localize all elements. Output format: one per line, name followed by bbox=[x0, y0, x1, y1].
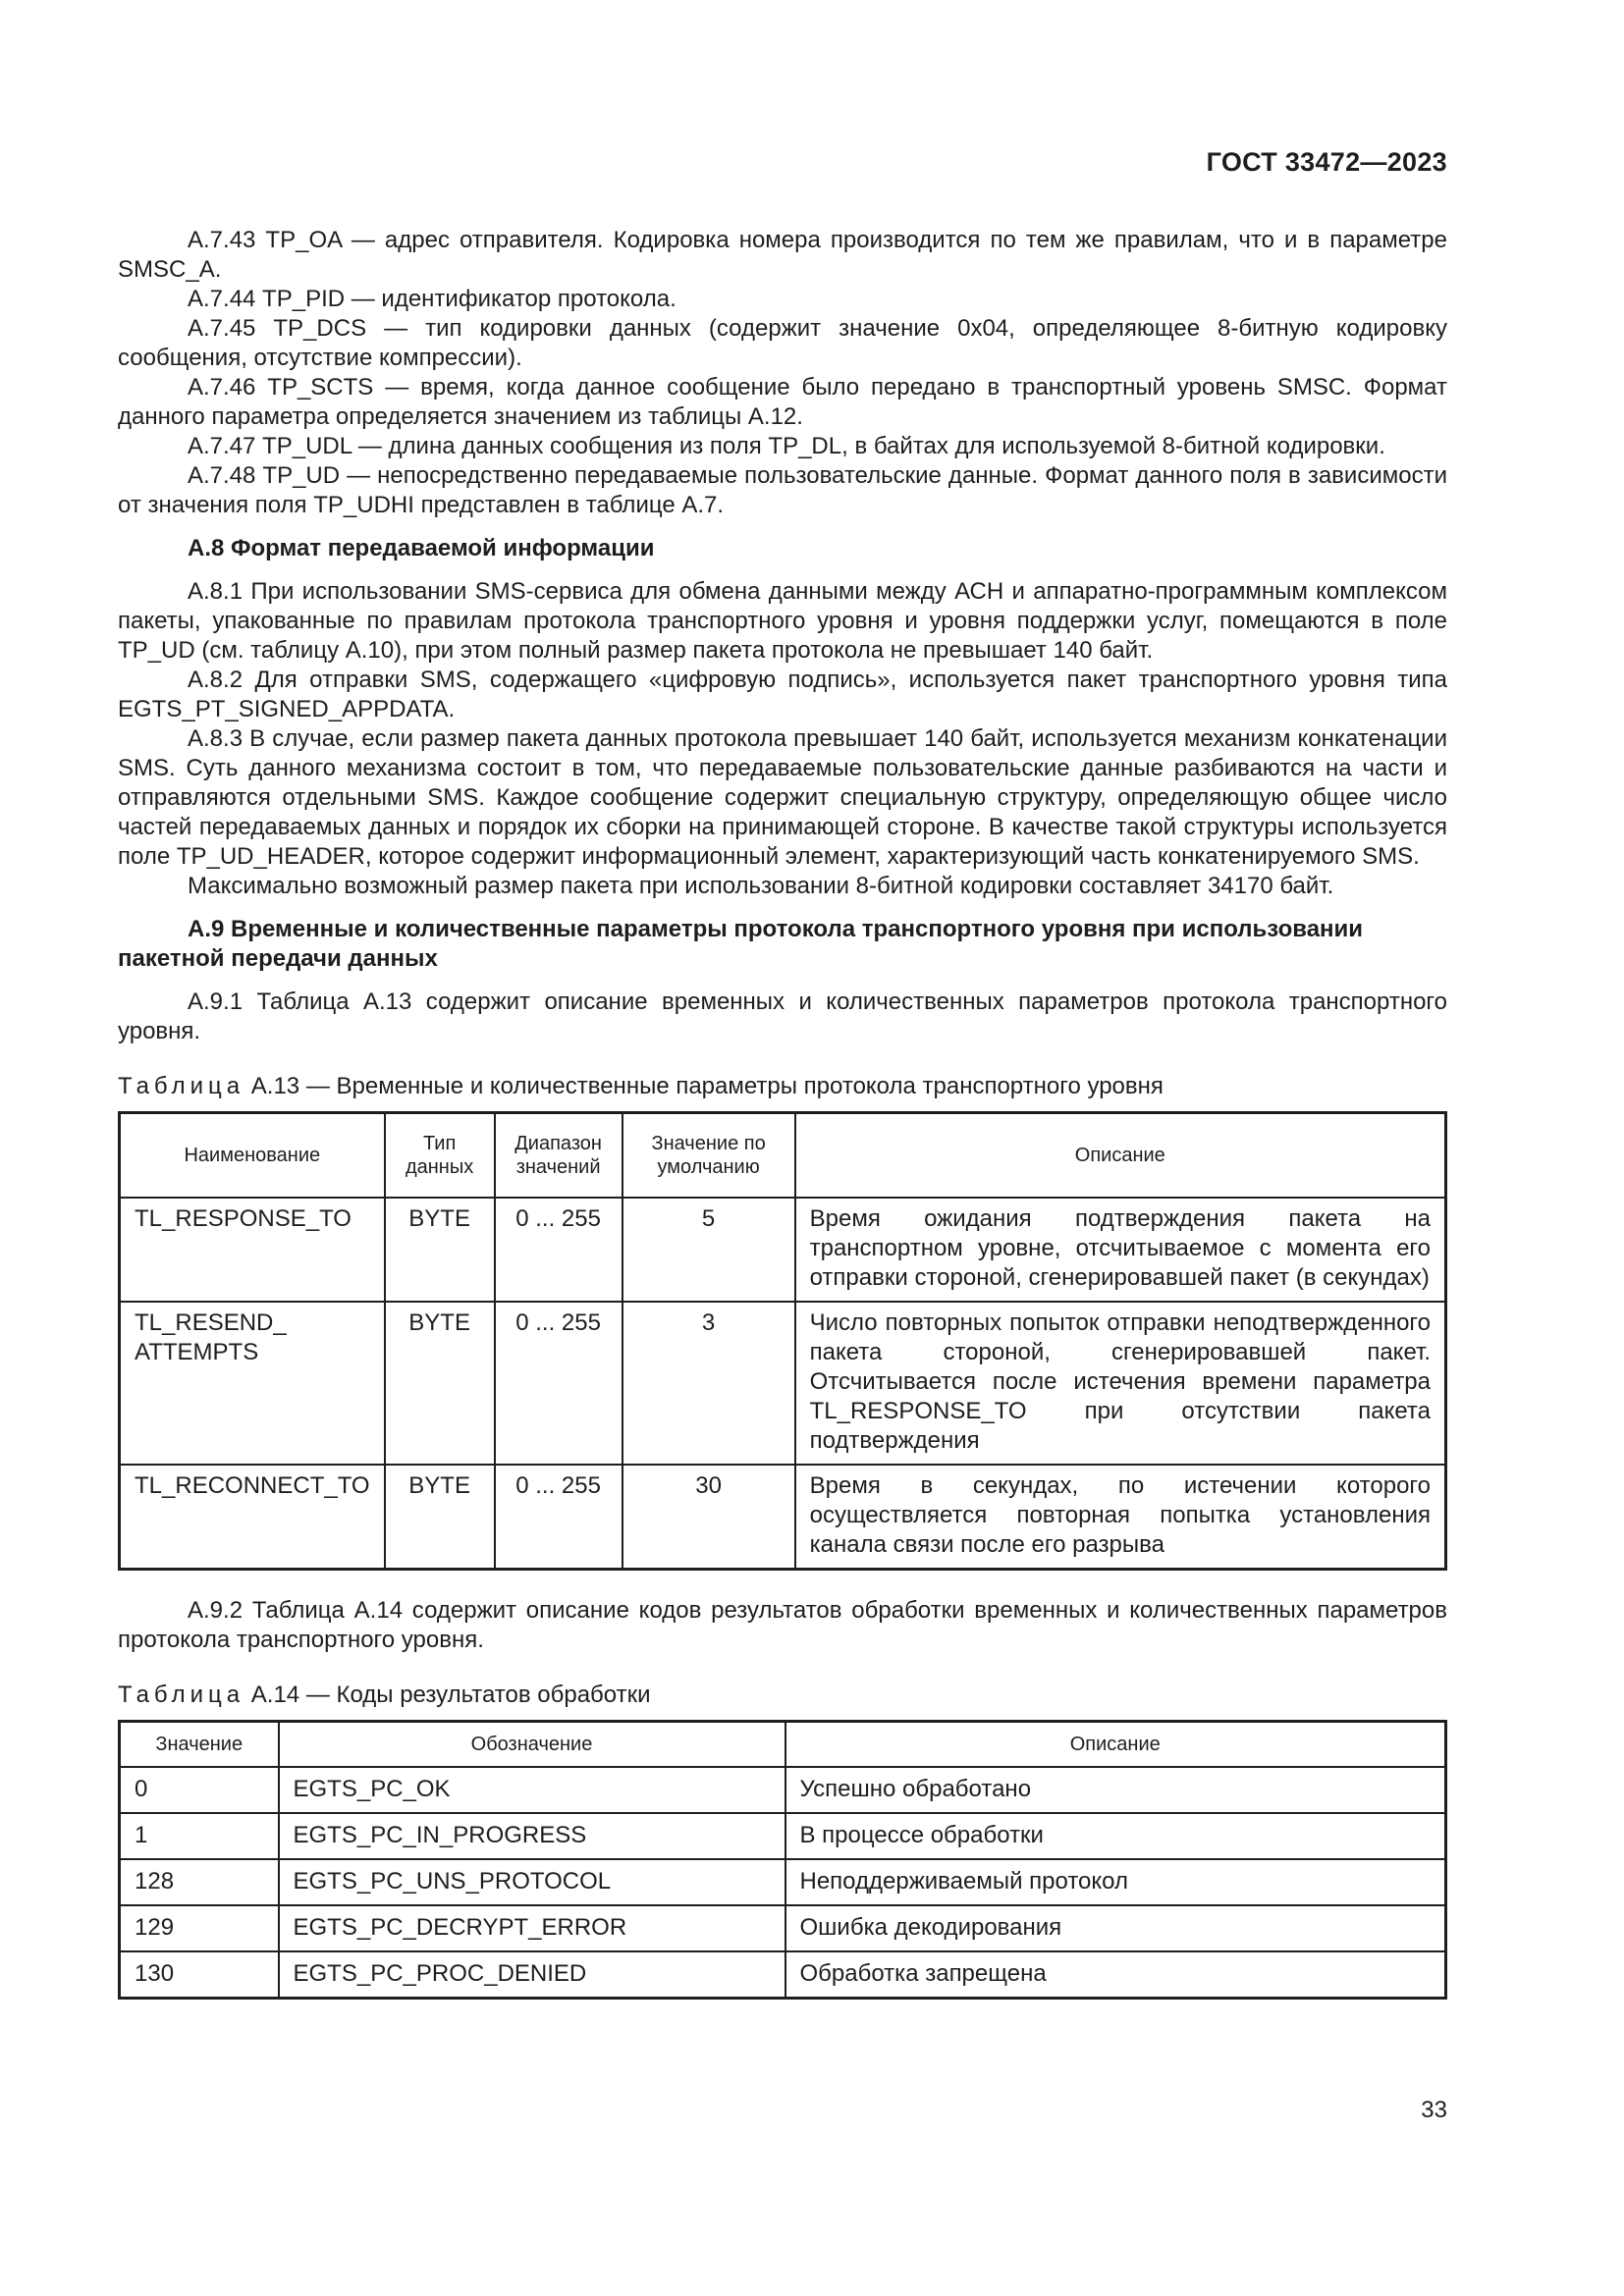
table14-cell-description: Успешно обработано bbox=[785, 1767, 1446, 1813]
table13-header-range: Диапазон значений bbox=[495, 1113, 623, 1199]
paragraph-a8-2: А.8.2 Для отправки SMS, содержащего «цифровую подпись», используется пакет транспортного уровня типа EGTS_PT_SIGNED_APPDATA. bbox=[118, 667, 1447, 722]
table13-cell-description: Время ожидания подтверждения пакета на транспортном уровне, отсчитываемое с момента его отправки стороной, сгенерировавшей пакет (в секундах) bbox=[795, 1198, 1446, 1302]
table-a13 bbox=[118, 1111, 1447, 1571]
paragraph-a7-43: А.7.43 TP_OA — адрес отправителя. Кодировка номера производится по тем же правилам, что и в параметре SMSC_A. bbox=[118, 227, 1447, 283]
table13-cell-range: 0 ... 255 bbox=[495, 1465, 623, 1570]
table13-cell-default: 30 bbox=[623, 1465, 795, 1570]
paragraph-a7-46: А.7.46 TP_SCTS — время, когда данное сообщение было передано в транспортный уровень SMSC. Формат данного параметра определяется значением из таблицы А.12. bbox=[118, 374, 1447, 430]
paragraph-a7-48: А.7.48 TP_UD — непосредственно передаваемые пользовательские данные. Формат данного поля в зависимости от значения поля TP_UDHI представлен в таблице А.7. bbox=[118, 462, 1447, 518]
table-row bbox=[120, 1905, 1446, 1951]
table14-caption bbox=[118, 1681, 1447, 1710]
table14-cell-code: EGTS_PC_OK bbox=[279, 1767, 785, 1813]
table13-cell-type: BYTE bbox=[385, 1198, 495, 1302]
table-a14 bbox=[118, 1720, 1447, 2000]
page-content bbox=[118, 226, 1447, 2000]
table13-caption-word: Таблица bbox=[118, 1073, 245, 1099]
table-row bbox=[120, 1859, 1446, 1905]
table14-cell-description: Ошибка декодирования bbox=[785, 1905, 1446, 1951]
section-a9-heading: А.9 Временные и количественные параметры протокола транспортного уровня при использовании пакетной передачи данных bbox=[118, 916, 1364, 972]
table13-header-description: Описание bbox=[795, 1113, 1446, 1199]
paragraph-a9-1: А.9.1 Таблица А.13 содержит описание временных и количественных параметров протокола транспортного уровня. bbox=[118, 988, 1447, 1044]
table13-header-default: Значение по умолчанию bbox=[623, 1113, 795, 1199]
table14-cell-code: EGTS_PC_IN_PROGRESS bbox=[279, 1813, 785, 1859]
table13-caption-text: А.13 — Временные и количественные параметры протокола транспортного уровня bbox=[250, 1073, 1164, 1099]
table14-cell-value: 1 bbox=[120, 1813, 279, 1859]
table14-cell-description: Неподдерживаемый протокол bbox=[785, 1859, 1446, 1905]
table14-cell-value: 0 bbox=[120, 1767, 279, 1813]
table13-cell-description: Время в секундах, по истечении которого осуществляется повторная попытка установления канала связи после его разрыва bbox=[795, 1465, 1446, 1570]
table-row bbox=[120, 1198, 1446, 1302]
paragraph-a8-max-size: Максимально возможный размер пакета при использовании 8-битной кодировки составляет 34170 байт. bbox=[188, 873, 1334, 899]
paragraph-a7-45: А.7.45 TP_DCS — тип кодировки данных (содержит значение 0x04, определяющее 8-битную кодировку сообщения, отсутствие компрессии). bbox=[118, 315, 1447, 371]
paragraph-a9-2: А.9.2 Таблица А.14 содержит описание кодов результатов обработки временных и количественных параметров протокола транспортного уровня. bbox=[118, 1597, 1447, 1653]
table-row bbox=[120, 1465, 1446, 1570]
table14-cell-value: 128 bbox=[120, 1859, 279, 1905]
table-row bbox=[120, 1767, 1446, 1813]
table13-cell-name: TL_RESPONSE_TO bbox=[120, 1198, 385, 1302]
paragraph-a8-1: А.8.1 При использовании SMS-сервиса для обмена данными между АСН и аппаратно-программным комплексом пакеты, упакованные по правилам протокола транспортного уровня и уровня поддержки услуг, помещаются в поле TP_UD (см. таблицу А.10), при этом полный размер пакета протокола не превышает 140 байт. bbox=[118, 578, 1447, 664]
table14-caption-word: Таблица bbox=[118, 1682, 245, 1708]
table13-cell-description: Число повторных попыток отправки неподтвержденного пакета стороной, сгенерировавшей пакет. Отсчитывается после истечения времени параметра TL_RESPONSE_TO при отсутствии пакета подтверждения bbox=[795, 1302, 1446, 1465]
standard-designation: ГОСТ 33472—2023 bbox=[1206, 147, 1447, 177]
table13-cell-name: TL_RESEND_ ATTEMPTS bbox=[120, 1302, 385, 1465]
table14-cell-description: В процессе обработки bbox=[785, 1813, 1446, 1859]
table-row bbox=[120, 1302, 1446, 1465]
table14-cell-code: EGTS_PC_DECRYPT_ERROR bbox=[279, 1905, 785, 1951]
table13-cell-default: 3 bbox=[623, 1302, 795, 1465]
section-a8-heading: А.8 Формат передаваемой информации bbox=[188, 535, 655, 561]
table13-cell-range: 0 ... 255 bbox=[495, 1198, 623, 1302]
table-row bbox=[120, 1813, 1446, 1859]
table14-cell-code: EGTS_PC_PROC_DENIED bbox=[279, 1951, 785, 1999]
table13-cell-type: BYTE bbox=[385, 1302, 495, 1465]
table13-header-type: Тип данных bbox=[385, 1113, 495, 1199]
table13-cell-name: TL_RECONNECT_TO bbox=[120, 1465, 385, 1570]
paragraph-a7-47: А.7.47 TP_UDL — длина данных сообщения из поля TP_DL, в байтах для используемой 8-битной кодировки. bbox=[188, 433, 1385, 459]
table-row bbox=[120, 1951, 1446, 1999]
table14-header-value: Значение bbox=[120, 1722, 279, 1768]
paragraph-a8-3: А.8.3 В случае, если размер пакета данных протокола превышает 140 байт, используется механизм конкатенации SMS. Суть данного механизма состоит в том, что передаваемые пользовательские данные разбиваются на части и отправляются отдельными SMS. Каждое сообщение содержит специальную структуру, определяющую общее число частей передаваемых данных и порядок их сборки на принимающей стороне. В качестве такой структуры используется поле TP_UD_HEADER, которое содержит информационный элемент, характеризующий часть конкатенируемого SMS. bbox=[118, 725, 1447, 870]
table13-cell-range: 0 ... 255 bbox=[495, 1302, 623, 1465]
table14-cell-value: 130 bbox=[120, 1951, 279, 1999]
paragraph-a7-44: А.7.44 TP_PID — идентификатор протокола. bbox=[188, 286, 677, 312]
page-number: 33 bbox=[1421, 2097, 1447, 2123]
table13-cell-default: 5 bbox=[623, 1198, 795, 1302]
table14-cell-code: EGTS_PC_UNS_PROTOCOL bbox=[279, 1859, 785, 1905]
table14-cell-description: Обработка запрещена bbox=[785, 1951, 1446, 1999]
table13-caption bbox=[118, 1072, 1447, 1101]
table13-cell-type: BYTE bbox=[385, 1465, 495, 1570]
table13-header-row bbox=[120, 1113, 1446, 1199]
table14-header-code: Обозначение bbox=[279, 1722, 785, 1768]
table14-header-description: Описание bbox=[785, 1722, 1446, 1768]
table14-header-row bbox=[120, 1722, 1446, 1768]
table14-cell-value: 129 bbox=[120, 1905, 279, 1951]
table14-caption-text: А.14 — Коды результатов обработки bbox=[250, 1682, 651, 1708]
table13-header-name: Наименование bbox=[120, 1113, 385, 1199]
